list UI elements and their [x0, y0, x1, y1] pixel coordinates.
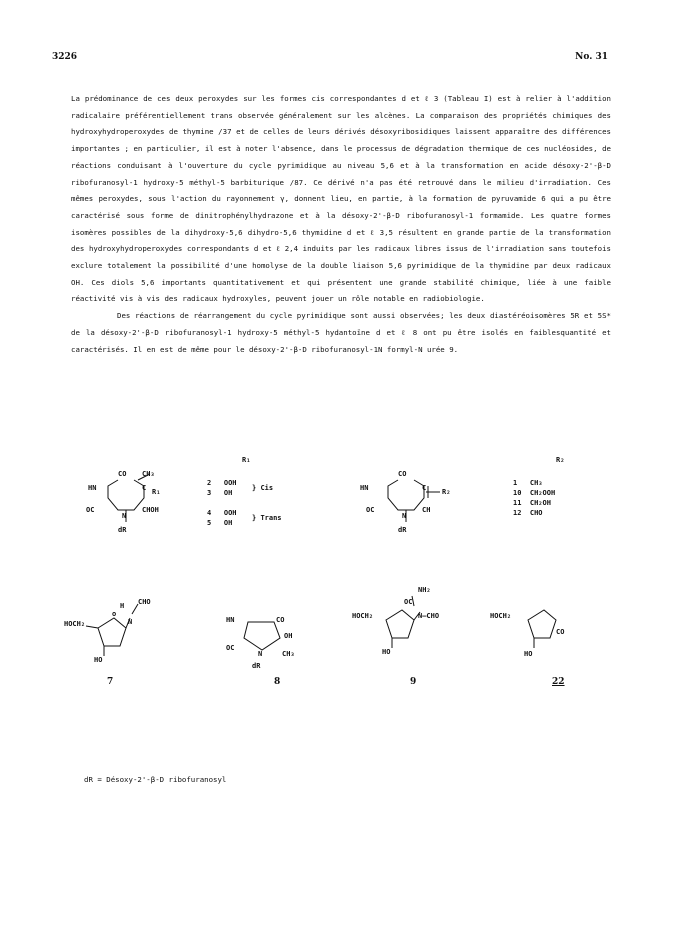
- c9-oc: OC: [404, 598, 413, 606]
- c8-dr: dR: [252, 662, 261, 670]
- compound-9-structure: [352, 586, 472, 686]
- r1-header: R₁: [242, 456, 251, 464]
- c7-n: N: [128, 618, 133, 626]
- pyr-oc: OC: [366, 506, 375, 514]
- dh-choh: CHOH: [142, 506, 159, 514]
- dh-dr: dR: [118, 526, 127, 534]
- dh-hn: HN: [88, 484, 97, 492]
- c7-hoch2: HOCH₂: [64, 620, 86, 628]
- paragraph-2: Des réactions de réarrangement du cycle pyrimidique sont aussi observées; les deux diastéréoisomères 5R et 5S* de la désoxy-2'-β-D ribofuranosyl-1 hydroxy-5 méthyl-5 hydantoïne d et ℓ 8 ont pu être isolés en faiblesquantité et caractérisés. Il en est de même pour le désoxy-2'-β-D ribofuranosyl-1N formyl-N urée 9.: [71, 311, 611, 354]
- dh-c: C: [142, 484, 147, 492]
- c22-hoch2: HOCH₂: [490, 612, 512, 620]
- r2-item: 12 CHO: [513, 509, 543, 517]
- c8-ch3: CH₃: [282, 650, 295, 658]
- pyr-r2: R₂: [442, 488, 451, 496]
- c7-ho: HO: [94, 656, 103, 664]
- page-number: 3226: [52, 52, 78, 62]
- c9-ho: HO: [382, 648, 391, 656]
- c7-cho: CHO: [138, 598, 151, 606]
- c8-hn: HN: [226, 616, 235, 624]
- r1-item: 2 OOH: [207, 479, 237, 487]
- r1-item: 5 OH: [207, 519, 233, 527]
- r2-list: [513, 478, 555, 518]
- dh-r1: R₁: [152, 488, 161, 496]
- c9-ncho: N–CHO: [418, 612, 440, 620]
- dh-n: N: [122, 512, 127, 520]
- c8-oc: OC: [226, 644, 235, 652]
- compound-7-number: 7: [107, 677, 114, 687]
- r1-item: 4 OOH: [207, 509, 237, 517]
- pyrimidine-structure: [358, 468, 478, 548]
- body-text: [71, 91, 611, 358]
- c9-nh2: NH₂: [418, 586, 431, 594]
- cis-label: } Cis: [252, 484, 274, 492]
- compound-22-structure: [490, 606, 600, 686]
- c9-hoch2: HOCH₂: [352, 612, 374, 620]
- compound-7-structure: [64, 596, 174, 696]
- c22-co: CO: [556, 628, 565, 636]
- compound-22-number: 22: [552, 677, 565, 687]
- c7-o: o: [112, 610, 117, 618]
- compound-8-number: 8: [274, 677, 281, 687]
- dh-oc: OC: [86, 506, 95, 514]
- pyr-ch: CH: [422, 506, 431, 514]
- c22-ho: HO: [524, 650, 533, 658]
- r1-list: [207, 478, 237, 528]
- r2-item: 10 CH₂OOH: [513, 489, 556, 497]
- pyr-dr: dR: [398, 526, 407, 534]
- trans-label: } Trans: [252, 514, 282, 522]
- dihydrothymidine-structure: [78, 468, 188, 548]
- r2-item: 1 CH₃: [513, 479, 543, 487]
- c8-oh: OH: [284, 632, 293, 640]
- issue-number: No. 31: [575, 52, 608, 62]
- pyr-co: CO: [398, 470, 407, 478]
- compound-9-number: 9: [410, 677, 417, 687]
- footnote: dR = Désoxy-2'-β-D ribofuranosyl: [84, 775, 227, 784]
- r1-item: 3 OH: [207, 489, 233, 497]
- pyr-n: N: [402, 512, 407, 520]
- pyr-hn: HN: [360, 484, 369, 492]
- r2-item: 11 CH₂OH: [513, 499, 551, 507]
- c8-co: CO: [276, 616, 285, 624]
- dh-co: CO: [118, 470, 127, 478]
- compound-8-structure: [226, 608, 326, 688]
- paragraph-1: La prédominance de ces deux peroxydes sur les formes cis correspondantes d et ℓ 3 (Tableau I) est à relier à l'addition radicalaire préférentiellement trans observée généralement sur les alcènes. La comparaison des propriétés chimiques des hydroxyhydroperoxydes de thymine /37 et de celles de leurs dérivés désoxyribosidiques laissent apparaître des différences importantes ; en particulier, il est à noter l'absence, dans le processus de dégradation thermique de ces nucléosides, de réactions conduisant à l'ouverture du cycle pyrimidique au niveau 5,6 et à la transformation en acide désoxy-2'-β-D ribofuranosyl-1 hydroxy-5 méthyl-5 barbiturique /87. Ce dérivé n'a pas été retrouvé dans le milieu d'irradiation. Ces mêmes peroxydes, sous l'action du rayonnement γ, donnent lieu, en partie, à la formation de pyruvamide 6 qui a pu être caractérisé sous forme de dinitrophénylhydrazone et à la désoxy-2'-β-D ribofuranosyl-1 formamide. Les quatre formes isomères possibles de la dihydroxy-5,6 dihydro-5,6 thymidine d et ℓ 3,5 résultent en grande partie de la transformation des hydroxyhydroperoxydes correspondants d et ℓ 2,4 induits par les radicaux libres issus de l'irradiation sans toutefois exclure totalement la possibilité d'une homolyse de la double liaison 5,6 pyrimidique de la thymidine par deux radicaux OH. Ces diols 5,6 importants quantitativement et qui présentent une grande stabilité chimique, liée à une faible réactivité vis à vis des radicaux hydroxyles, peuvent jouer un rôle notable en radiobiologie.: [71, 94, 611, 304]
- c7-h: H: [120, 602, 125, 610]
- dh-ch3: CH₃: [142, 470, 155, 478]
- c8-n: N: [258, 650, 263, 658]
- pyr-c: C: [422, 484, 427, 492]
- r2-header: R₂: [556, 456, 565, 464]
